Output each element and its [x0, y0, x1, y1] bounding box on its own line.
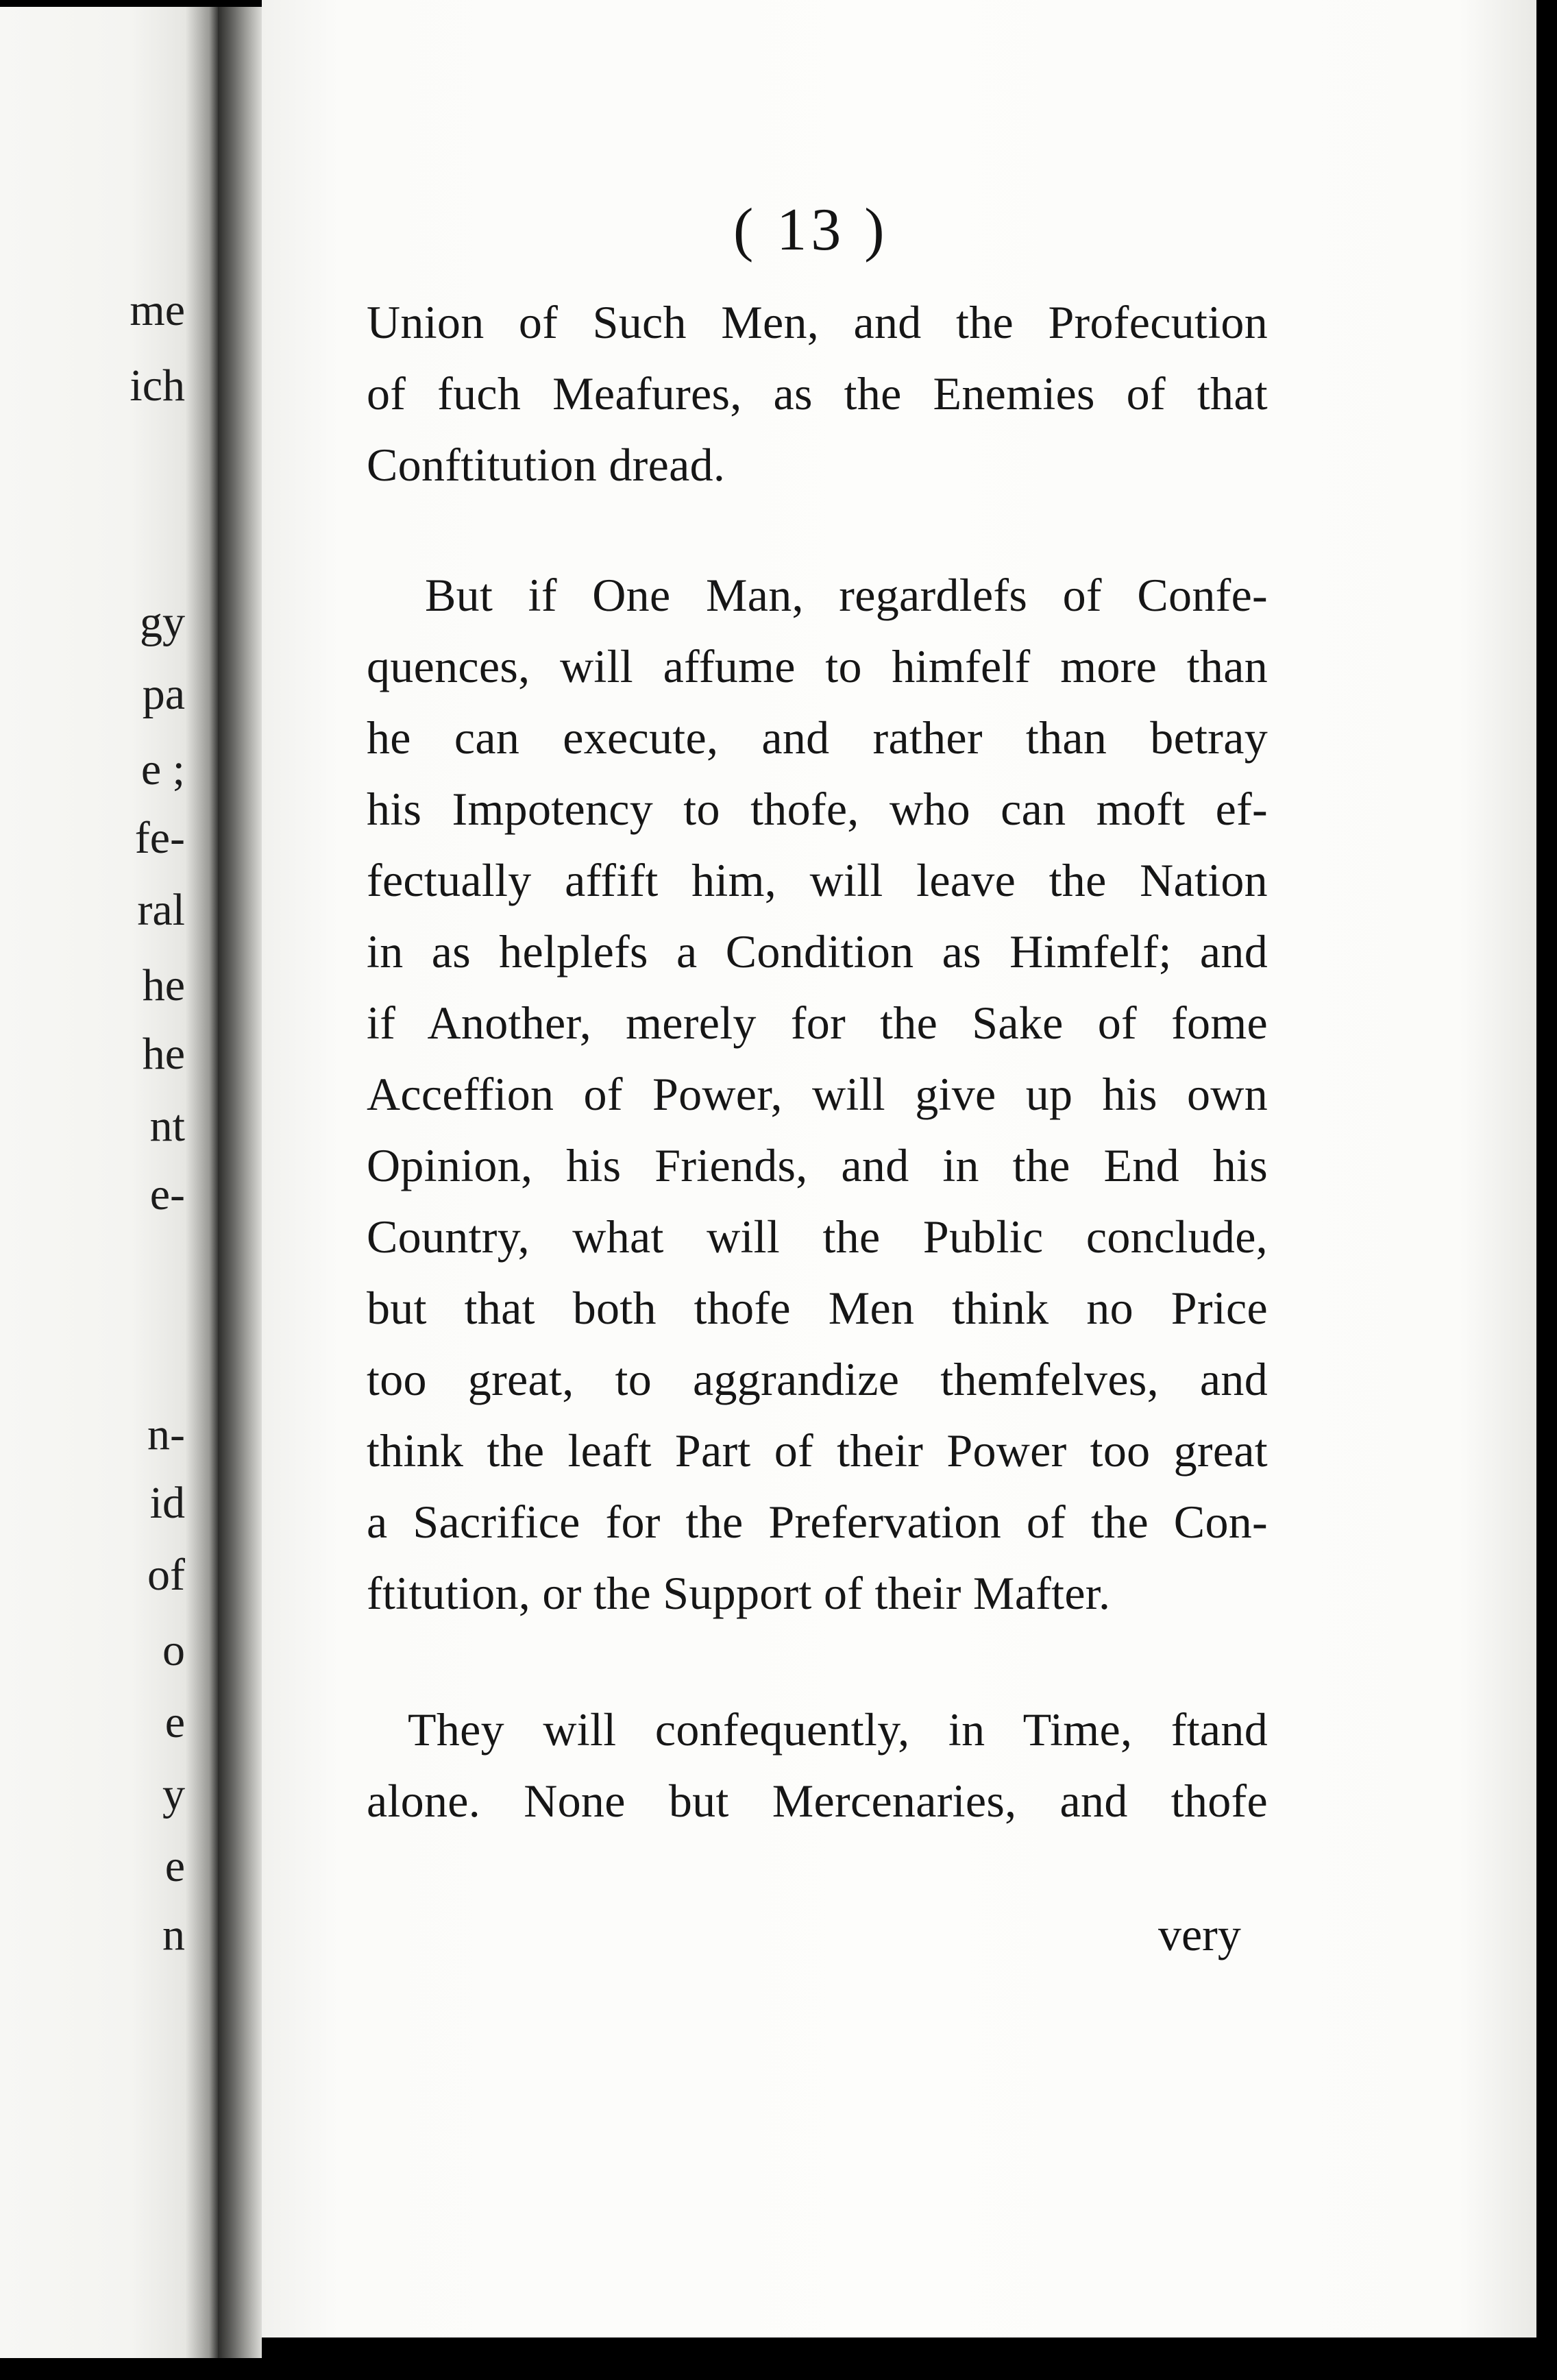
left-facing-page [0, 7, 218, 2358]
text-line: They will confequently, in Time, ftand [408, 1703, 1268, 1756]
paragraph [367, 1694, 1268, 1836]
text-line: too great, to aggrandize themfelves, and [367, 1353, 1268, 1405]
left-page-fragment: me [130, 285, 185, 335]
left-page-fragment: he [142, 1029, 185, 1079]
left-page-fragment: gy [140, 597, 185, 647]
left-page-fragment: e- [149, 1169, 185, 1219]
text-line: alone. None but Mercenaries, and thofe [367, 1775, 1268, 1827]
left-page-fragment: nt [149, 1101, 185, 1151]
text-line: Union of Such Men, and the Profecution [367, 296, 1268, 348]
text-line: if Another, merely for the Sake of fome [367, 997, 1268, 1049]
catchword: very [1158, 1908, 1241, 1960]
text-line: Opinion, his Friends, and in the End his [367, 1139, 1268, 1191]
left-page-fragment: pa [142, 669, 185, 719]
page-number: ( 13 ) [733, 197, 889, 263]
left-page-fragments [0, 7, 218, 2358]
text-line: he can execute, and rather than betray [367, 712, 1268, 764]
left-page-fragment: o [162, 1625, 185, 1675]
text-line: quences, will affume to himfelf more than [367, 640, 1268, 692]
text-line: Country, what will the Public conclude, [367, 1211, 1268, 1263]
text-line: his Impotency to thofe, who can moft ef- [367, 783, 1268, 835]
paragraph [367, 559, 1268, 1629]
left-page-fragment: he [142, 960, 185, 1010]
paragraph [367, 287, 1268, 500]
binding-gutter [218, 7, 262, 2358]
text-line: a Sacrifice for the Prefervation of the Con- [367, 1496, 1268, 1548]
left-page-fragment: e [164, 1841, 185, 1891]
left-page-fragment: fe- [134, 813, 185, 863]
left-page-fragment: ral [137, 885, 185, 935]
left-page-fragment: n- [147, 1409, 185, 1459]
text-line: fectually affift him, will leave the Nation [367, 854, 1268, 906]
text-line: But if One Man, regardlefs of Confe- [425, 569, 1268, 621]
text-line: think the leaft Part of their Power too great [367, 1424, 1268, 1477]
body-text [367, 287, 1268, 1836]
text-line: ftitution, or the Support of their Mafter. [367, 1567, 1111, 1619]
text-line: in as helplefs a Condition as Himfelf; and [367, 925, 1268, 977]
left-page-fragment: of [147, 1550, 185, 1600]
left-page-fragment: ich [130, 361, 185, 411]
left-page-fragment: id [149, 1478, 185, 1528]
left-page-fragment: e [164, 1697, 185, 1747]
text-line: but that both thofe Men think no Price [367, 1282, 1268, 1334]
text-line: of fuch Meafures, as the Enemies of that [367, 367, 1268, 420]
left-page-fragment: e ; [140, 744, 185, 794]
text-line: Acceffion of Power, will give up his own [367, 1068, 1268, 1120]
text-line: Conftitution dread. [367, 439, 726, 491]
left-page-fragment: n [162, 1910, 185, 1960]
left-page-fragment: y [162, 1769, 185, 1819]
